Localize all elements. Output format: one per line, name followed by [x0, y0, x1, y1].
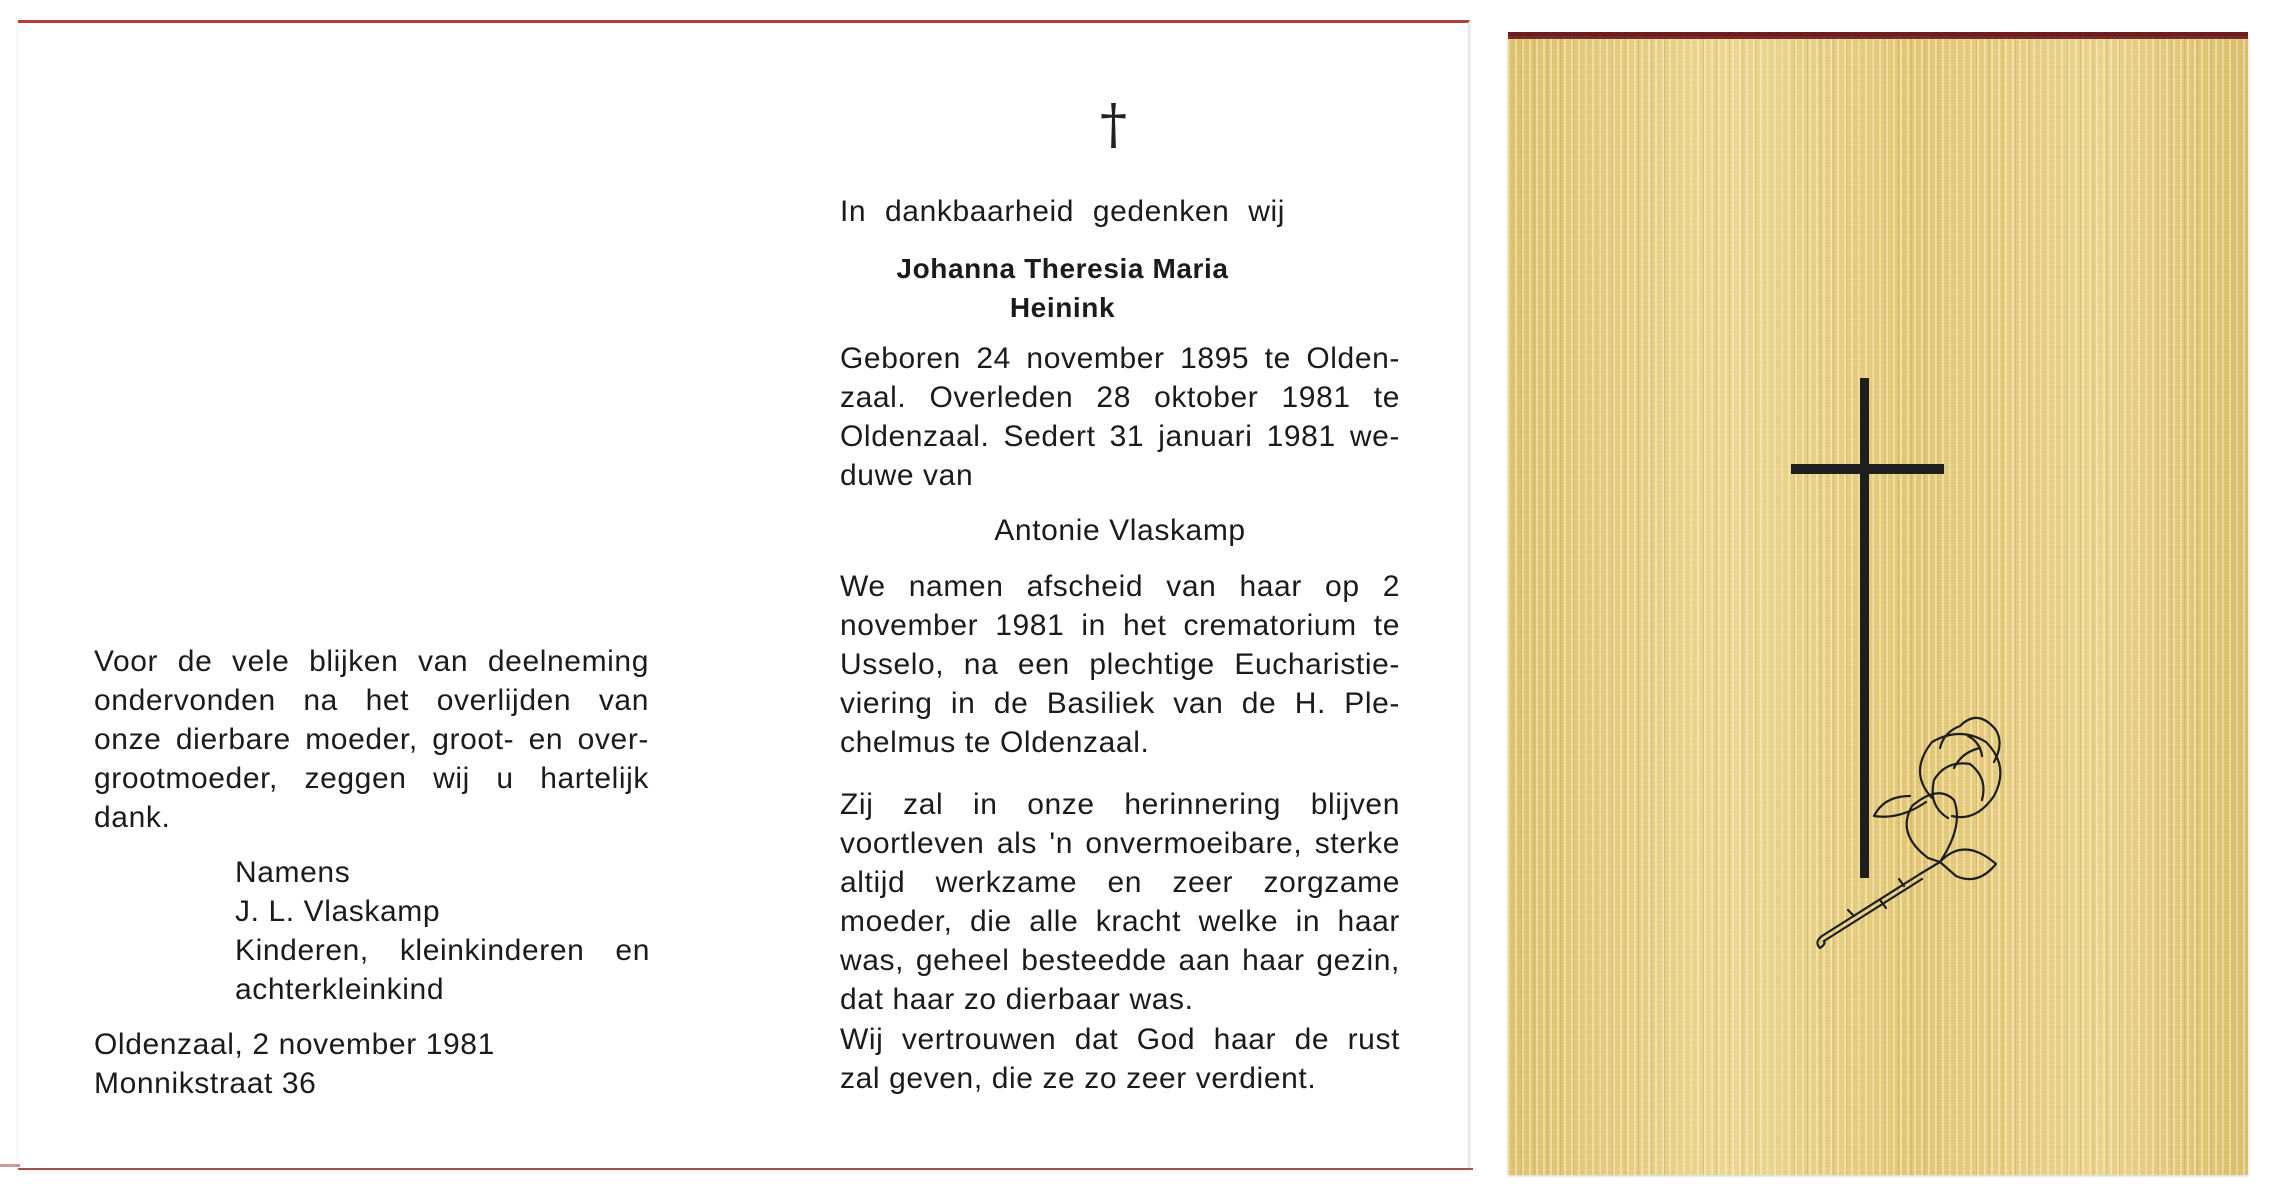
text-line: zal geven, die ze zo zeer verdient.	[840, 1062, 1317, 1095]
fold-mark	[0, 1164, 20, 1167]
deceased-given-names: Johanna Theresia Maria	[896, 253, 1229, 284]
large-cross-icon	[1791, 378, 1944, 878]
text-line: onze dierbare moeder, groot- en over-	[94, 723, 649, 756]
text-line: viering in de Basiliek van de H. Ple-	[840, 687, 1400, 720]
place-and-address	[94, 1025, 544, 1103]
address: Monnikstraat 36	[94, 1067, 317, 1100]
text-line: Voor de vele blijken van deelneming	[94, 645, 649, 678]
text-line: Geboren 24 november 1895 te Olden-	[840, 342, 1400, 375]
text-line: ondervonden na het overlijden van	[94, 684, 649, 717]
thanks-paragraph	[94, 642, 649, 837]
text-line: chelmus te Oldenzaal.	[840, 726, 1150, 759]
front-cover-art	[1508, 36, 2248, 1172]
farewell-paragraph	[840, 567, 1400, 762]
text-line: dank.	[94, 801, 171, 834]
text-line: altijd werkzame en zeer zorgzame	[840, 866, 1400, 899]
text-line: november 1981 in het crematorium te	[840, 609, 1400, 642]
birth-death-paragraph	[840, 339, 1400, 495]
text-line: duwe van	[840, 459, 974, 492]
text-line: zaal. Overleden 28 oktober 1981 te	[840, 381, 1400, 414]
rose-icon	[1817, 718, 2000, 948]
text-line: Kinderen, kleinkinderen en	[235, 934, 650, 967]
memory-paragraph	[840, 785, 1400, 1019]
text-line: grootmoeder, zeggen wij u hartelijk	[94, 762, 649, 795]
text-line: J. L. Vlaskamp	[235, 895, 441, 928]
signatories	[235, 853, 650, 1009]
text-line: Usselo, na een plechtige Eucharistie-	[840, 648, 1400, 681]
text-line: moeder, die alle kracht welke in haar	[840, 905, 1400, 938]
text-line: was, geheel besteedde aan haar gezin,	[840, 944, 1400, 977]
text-line: Oldenzaal. Sedert 31 januari 1981 we-	[840, 420, 1400, 453]
text-line: We namen afscheid van haar op 2	[840, 570, 1400, 603]
text-line: Wij vertrouwen dat God haar de rust	[840, 1023, 1400, 1056]
cross-vertical-beam	[1860, 378, 1869, 878]
text-line: achterkleinkind	[235, 973, 445, 1006]
deceased-name	[840, 249, 1285, 327]
place-date: Oldenzaal, 2 november 1981	[94, 1028, 495, 1061]
cross-horizontal-beam	[1791, 464, 1944, 474]
intro-text: In dankbaarheid gedenken wij	[840, 195, 1285, 228]
small-cross-icon: †	[1100, 93, 1127, 156]
text-line: Namens	[235, 856, 351, 889]
trust-paragraph	[840, 1020, 1400, 1098]
text-line: voortleven als 'n onvermoeibare, sterke	[840, 827, 1400, 860]
text-line: Zij zal in onze herinnering blijven	[840, 788, 1400, 821]
husband-name: Antonie Vlaskamp	[994, 514, 1246, 547]
card-edge-line	[18, 1168, 1473, 1170]
text-line: dat haar zo dierbaar was.	[840, 983, 1194, 1016]
deceased-surname: Heinink	[1009, 292, 1116, 323]
